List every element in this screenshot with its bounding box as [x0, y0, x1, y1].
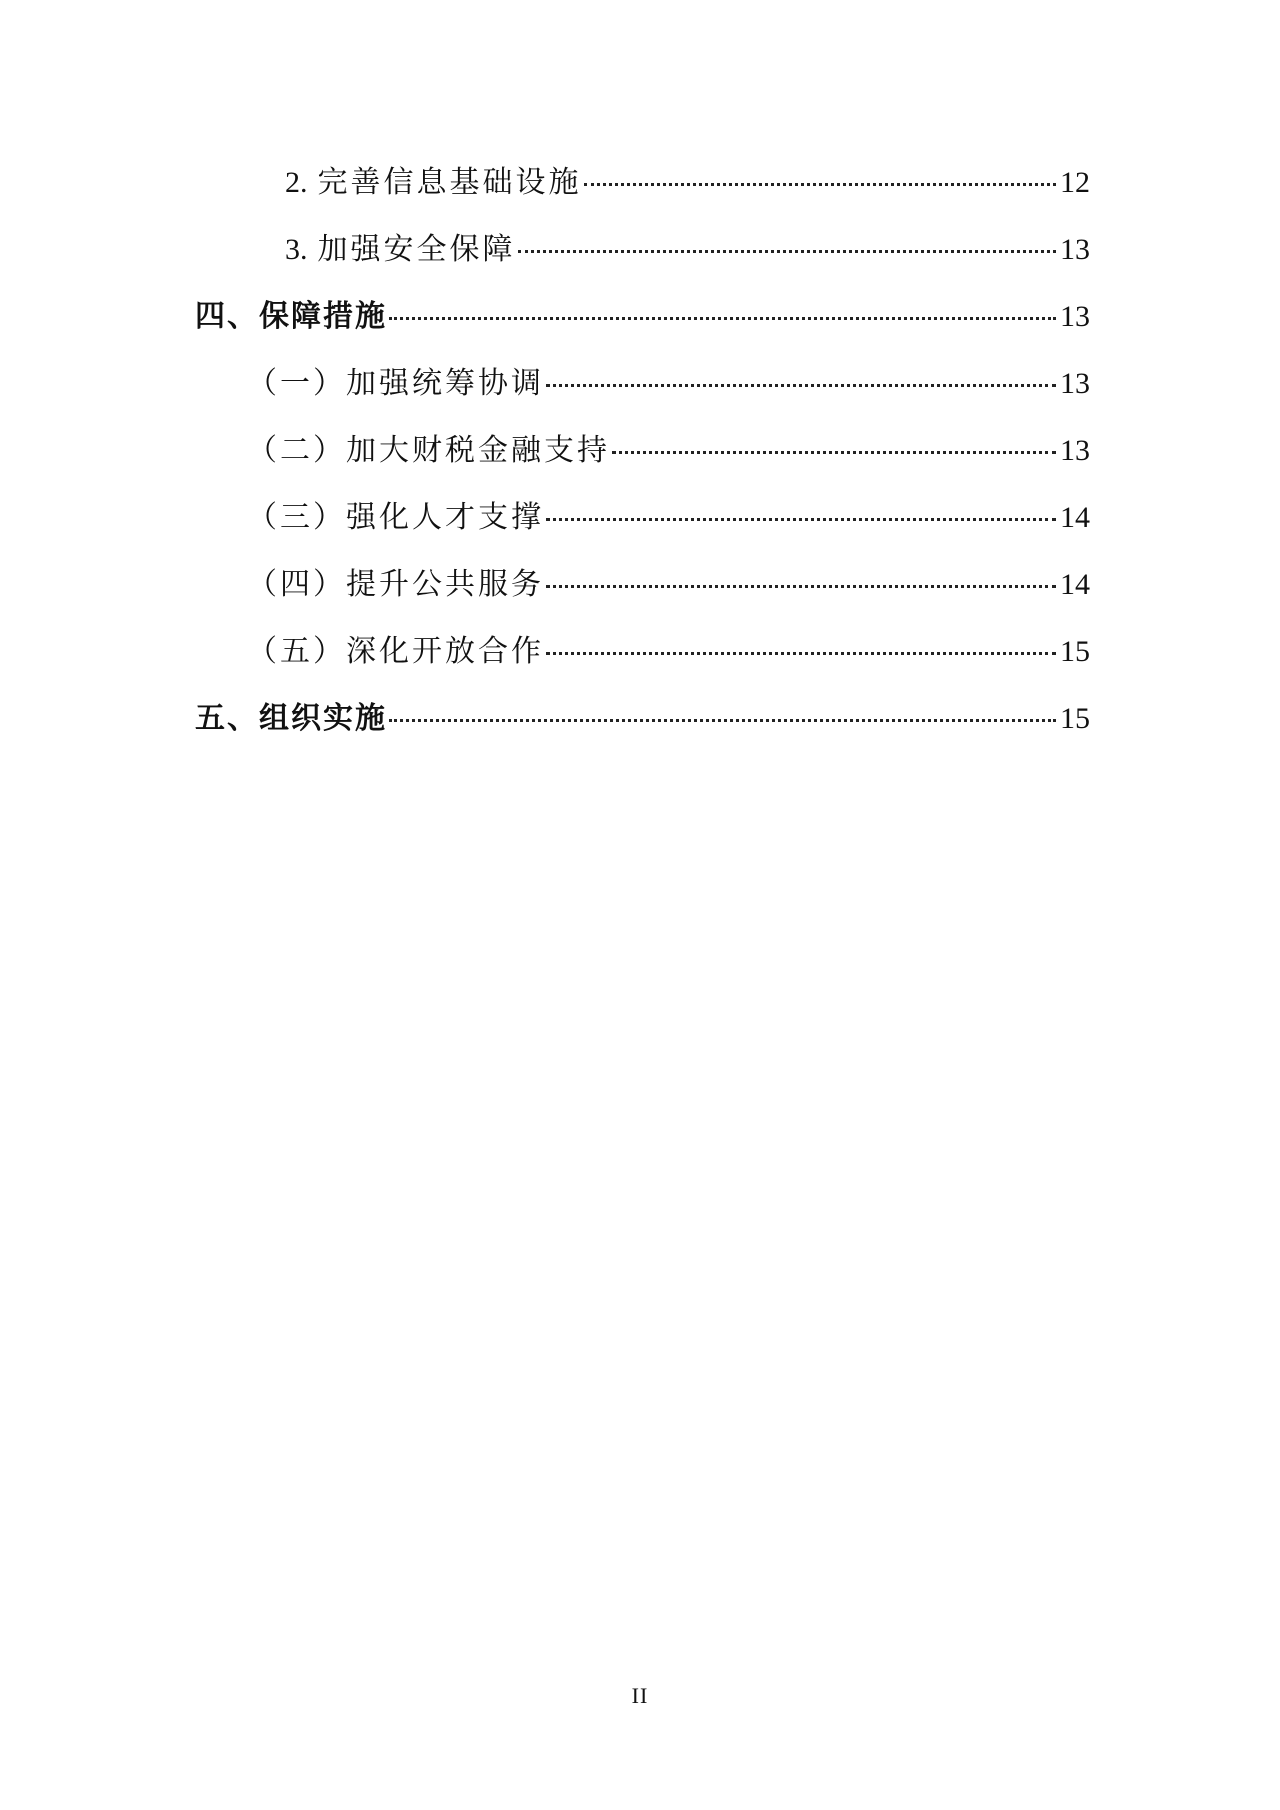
dot-leader	[389, 719, 1056, 722]
toc-entry-title: （五）深化开放合作	[247, 634, 544, 669]
dot-leader	[546, 652, 1056, 655]
toc-entry-safeguard-measures[interactable]	[195, 298, 1090, 365]
toc-entry-page: 13	[1060, 233, 1090, 266]
toc-entry-fiscal-financial-support[interactable]	[195, 432, 1090, 499]
table-of-contents	[195, 164, 1090, 767]
dot-leader	[518, 250, 1057, 253]
toc-entry-talent-support[interactable]	[195, 499, 1090, 566]
toc-entry-page: 15	[1060, 635, 1090, 668]
toc-entry-public-services[interactable]	[195, 566, 1090, 633]
toc-entry-title: 加强安全保障	[317, 232, 516, 267]
toc-entry-page: 13	[1060, 367, 1090, 400]
toc-entry-strengthen-security[interactable]	[195, 231, 1090, 298]
toc-entry-title: 完善信息基础设施	[317, 165, 582, 200]
toc-entry-page: 15	[1060, 702, 1090, 735]
toc-entry-title: 五、组织实施	[195, 701, 387, 736]
dot-leader	[546, 384, 1056, 387]
toc-entry-page: 12	[1060, 166, 1090, 199]
toc-entry-title: （一）加强统筹协调	[247, 366, 544, 401]
toc-entry-page: 13	[1060, 300, 1090, 333]
toc-entry-improve-info-infrastructure[interactable]	[195, 164, 1090, 231]
dot-leader	[546, 585, 1056, 588]
toc-entry-title: （二）加大财税金融支持	[247, 433, 610, 468]
dot-leader	[546, 518, 1056, 521]
toc-entry-open-cooperation[interactable]	[195, 633, 1090, 700]
toc-entry-number: 3.	[285, 233, 308, 266]
toc-entry-coordination[interactable]	[195, 365, 1090, 432]
dot-leader	[389, 317, 1056, 320]
toc-entry-page: 14	[1060, 501, 1090, 534]
toc-entry-label	[195, 164, 582, 202]
page-number: II	[631, 1683, 649, 1708]
toc-entry-label	[195, 231, 516, 269]
toc-entry-title: （三）强化人才支撑	[247, 500, 544, 535]
toc-entry-title: （四）提升公共服务	[247, 567, 544, 602]
dot-leader	[584, 183, 1057, 186]
dot-leader	[612, 451, 1056, 454]
toc-entry-page: 14	[1060, 568, 1090, 601]
toc-entry-organization-implementation[interactable]	[195, 700, 1090, 767]
toc-entry-title: 四、保障措施	[195, 299, 387, 334]
toc-entry-number: 2.	[285, 166, 308, 199]
toc-entry-page: 13	[1060, 434, 1090, 467]
